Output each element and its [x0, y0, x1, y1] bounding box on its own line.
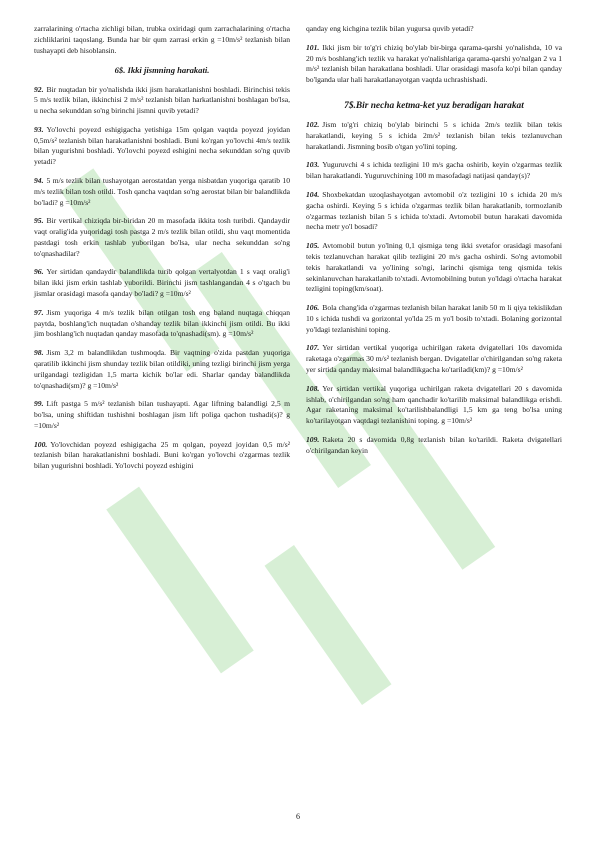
- problem-item: [306, 343, 562, 375]
- problem-item: [34, 176, 290, 208]
- problem-number: 105.: [306, 241, 320, 251]
- problem-item: [306, 303, 562, 335]
- problem-text: Jism to'g'ri chiziq bo'ylab birinchi 5 s ichida 2m/s tezlik bilan tekis harakatlandi, keying 5 s ichida 2m/s² tezlanish bilan tekis tezlanuvchan harakatlandi. Jismning bosib o'tgan yo'lini toping.: [306, 120, 562, 151]
- problem-item: [306, 160, 562, 182]
- problem-number: 101.: [306, 42, 320, 52]
- problem-text: Avtomobil butun yo'lning 0,1 qismiga teng ikki svetafor orasidagi masofani tekis tezlanuvchan harakat qilib tezligini 20 m/s gacha oshirdi. So'ng avtomobil tekis harakatlandi va yo'lining so'ngi, larinchi qismiga teng qismida tekis sekinlanuvchan harakatlanib to'xtadi. Avtomobilning butun yo'ldagi o'rtacha harakat tezligini toping(km/soat).: [306, 241, 562, 294]
- watermark-bar: [265, 545, 392, 705]
- problem-number: 102.: [306, 120, 320, 130]
- problem-number: 103.: [306, 160, 320, 170]
- problem-text: Bola chang'ida o'zgarmas tezlanish bilan harakat lanib 50 m li qiya tekislikdan 10 s ichida tushdi va gorizontal yo'lda 25 m yo'l bosib to'xtadi. Bolaning gorizontal yo'ldagi tezlanishini toping.: [306, 303, 562, 334]
- problem-text: Jism 3,2 m balandlikdan tushmoqda. Bir vaqtning o'zida pastdan yuqoriga qaratilib ikkinchi jism shunday tezlik bilan otildiki, uning tezligi birinchi jism yerga urilgandagi tezligidan 1,5 marta kichik bo'lar edi. Sharlar qanday balandlikda to'qnashadi(sm)? g =10m/s²: [34, 348, 290, 390]
- problem-item: [34, 348, 290, 391]
- problem-number: 95.: [34, 216, 44, 226]
- problem-text: Raketa 20 s davomida 0,8g tezlanish bilan ko'tarildi. Raketa dvigatellari o'chirilgandan keyin: [306, 434, 562, 455]
- problem-item: [34, 308, 290, 340]
- problem-item: [306, 435, 562, 457]
- problem-number: 92.: [34, 84, 44, 94]
- page-number: 6: [296, 812, 300, 821]
- watermark-bar: [106, 487, 253, 674]
- problem-text: Shoxbekatdan uzoqlashayotgan avtomobil o'z tezligini 10 s ichida 20 m/s gacha oshirdi. Keying 5 s ichida o'zgarmas tezlik bilan harakatlanib, tormozlanib o'zgarmas tezlanish bilan 5 s ichida to'xtadi. Avtomobil butun harakati davomida necha metr yo'l bosadi?: [306, 190, 562, 232]
- continuation-paragraph: qanday eng kichgina tezlik bilan yugursa quvib yetadi?: [306, 24, 474, 33]
- problem-item: [34, 399, 290, 431]
- problem-text: Yo'lovchi poyezd eshigigacha yetishiga 15m qolgan vaqtda poyezd joyidan 0,5m/s² tezlanish bilan harakatlanishni boshladi. Buni ko'rgan yo'lovchi 4m/s tezlik bilan yugurishni boshladi. Yo'lovchi poyezd eshigini necha sekunddan so'ng quvib yetadi?: [34, 124, 290, 167]
- problem-text: Jism yuqoriga 4 m/s tezlik bilan otilgan tosh eng baland nuqtaga chiqqan paytda, boshlang'ich nuqtadan o'shanday tezlik bilan ikkinchi jism otildi. Bu ikki jim boshlang'ich nuqtadan qanday masofada to'qnashadi(sm). g =10m/s²: [34, 307, 290, 339]
- problem-item: [306, 190, 562, 233]
- right-problem-list-a: [306, 43, 562, 86]
- problem-item: [306, 120, 562, 152]
- problem-text: Yo'lovchidan poyezd eshigigacha 25 m qolgan, poyezd joyidan 0,5 m/s² tezlanish bilan harakatlanishni boshladi. Buni ko'rgan yo'lovchi o'zgarmas tezlik bilan yugurishni boshladi. Yo'lovchi poyezd eshigini: [34, 439, 290, 471]
- problem-item: [306, 241, 562, 295]
- problem-text: Yer sirtidan qandaydir balandlikda turib qolgan vertalyotdan 1 s vaqt oralig'i bilan ikki jism erkin tashlab yuborildi. Birinchi jism tashlangandan 4 s o'tgach bu jismlar orasidagi masofa qanday bo'ladi? g =10m/s²: [34, 267, 290, 299]
- left-problem-list: [34, 85, 290, 472]
- problem-item: [34, 85, 290, 117]
- problem-number: 106.: [306, 303, 320, 313]
- problem-item: [34, 125, 290, 168]
- problem-item: [34, 267, 290, 299]
- problem-number: 99.: [34, 399, 44, 409]
- problem-text: Yuguruvchi 4 s ichida tezligini 10 m/s gacha oshirib, keyin o'zgarmas tezlik bilan harakatlandi. Yuguruvchining 100 m masofadagi natijasi qanday(s)?: [306, 160, 562, 181]
- problem-number: 96.: [34, 267, 44, 277]
- problem-text: Bir nuqtadan bir yo'nalishda ikki jism harakatlanishni boshladi. Birinchisi tekis 5 m/s tezlik bilan, ikkinchisi 2 m/s² tezlanish bilan harkatlanishni boshlagan bo'lsa, u necha sekunddan so'ng birinchi jismni quvib yetadi?: [34, 84, 290, 116]
- problem-number: 107.: [306, 343, 320, 353]
- problem-text: 5 m/s tezlik bilan tushayotgan aerostatdan yerga nisbatdan yuqoriga qaratib 10 m/s tezlik bilan tosh otildi. Tosh qancha vaqtdan so'ng aerostat bilan bir balandlikda bo'ladi? g =10m/s²: [34, 176, 290, 207]
- problem-text: Yer sirtidan vertikal yuqoriga uchirilgan raketa dvigatellari 20 s davomida ishlab, o'chirilgandan so'ng ham qanchadir ko'tarilib maksimal balandlikga erishdi. Agar raketaning maksimal ko'tarilishbalandligi 1,5 km ga teng bo'lsa uning ko'tarilayotgan vaqtdagi tezlanishini toping. g =10m/s²: [306, 383, 562, 426]
- problem-text: Lift pastga 5 m/s² tezlanish bilan tushayapti. Agar liftning balandligi 2,5 m bo'lsa, uning shiftidan tushishni boshlagan jism lift poliga qachon tushadi(s)? g =10m/s²: [34, 399, 290, 430]
- problem-number: 94.: [34, 176, 44, 186]
- problem-number: 104.: [306, 190, 320, 200]
- right-problem-list-b: [306, 120, 562, 456]
- problem-text: Yer sirtidan vertikal yuqoriga uchirilgan raketa dvigatellari 10s davomida raketaga o'zgarmas 30 m/s² tezlanish bergan. Dvigatellar o'chirilgandan so'ng raketa yer sirtida qanday maksimal balandlikgacha ko'tariladi(km)? g =10m/s²: [306, 343, 562, 374]
- problem-number: 98.: [34, 348, 44, 358]
- problem-text: Bir vertikal chiziqda bir-biridan 20 m masofada ikkita tosh turibdi. Qandaydir vaqt oralig'ida yuqoridagi tosh pastga 2 m/s tezlik bilan otildi, shu vaqt momentida pastdagi tosh erkin tashlab yuborilgan bo'lsa, ular necha sekunddan so'ng to'qnashadilar?: [34, 216, 290, 258]
- problem-item: [306, 43, 562, 86]
- problem-item: [306, 384, 562, 427]
- intro-paragraph: zarralarining o'rtacha zichligi bilan, trubka oxiridagi qum zarrachalarining o'rtacha zichliklarini taqoslang. Bunda har bir qum zarrasi erkin g =10m/s² tezlanish bilan tushayapti deb hisoblansin.: [34, 24, 290, 55]
- left-column: [34, 24, 290, 480]
- problem-item: [34, 440, 290, 472]
- problem-text: Ikki jism bir to'g'ri chiziq bo'ylab bir-birga qarama-qarshi yo'nalishda, 10 va 20 m/s boshlang'ich tezlik va harakat yo'nalishlariga qarama-qarshi yo'nalgan 2 va 1 m/s² tezlanish bilan harakatlana boshladi. Ular orasidagi masofa ko'pi bilan qanday bo'lganda ular hali harakatlanayotgan vaqtda uchrashishadi.: [306, 42, 562, 85]
- section-heading-6: 6$. Ikki jismning harakati.: [114, 65, 210, 76]
- problem-number: 100.: [34, 439, 48, 449]
- problem-item: [34, 216, 290, 259]
- problem-number: 97.: [34, 307, 44, 317]
- right-column: [306, 24, 562, 464]
- problem-number: 93.: [34, 124, 44, 134]
- problem-number: 109.: [306, 434, 320, 444]
- problem-number: 108.: [306, 383, 320, 393]
- section-heading-7: 7$.Bir necha ketma-ket yuz beradigan harakat: [344, 100, 524, 111]
